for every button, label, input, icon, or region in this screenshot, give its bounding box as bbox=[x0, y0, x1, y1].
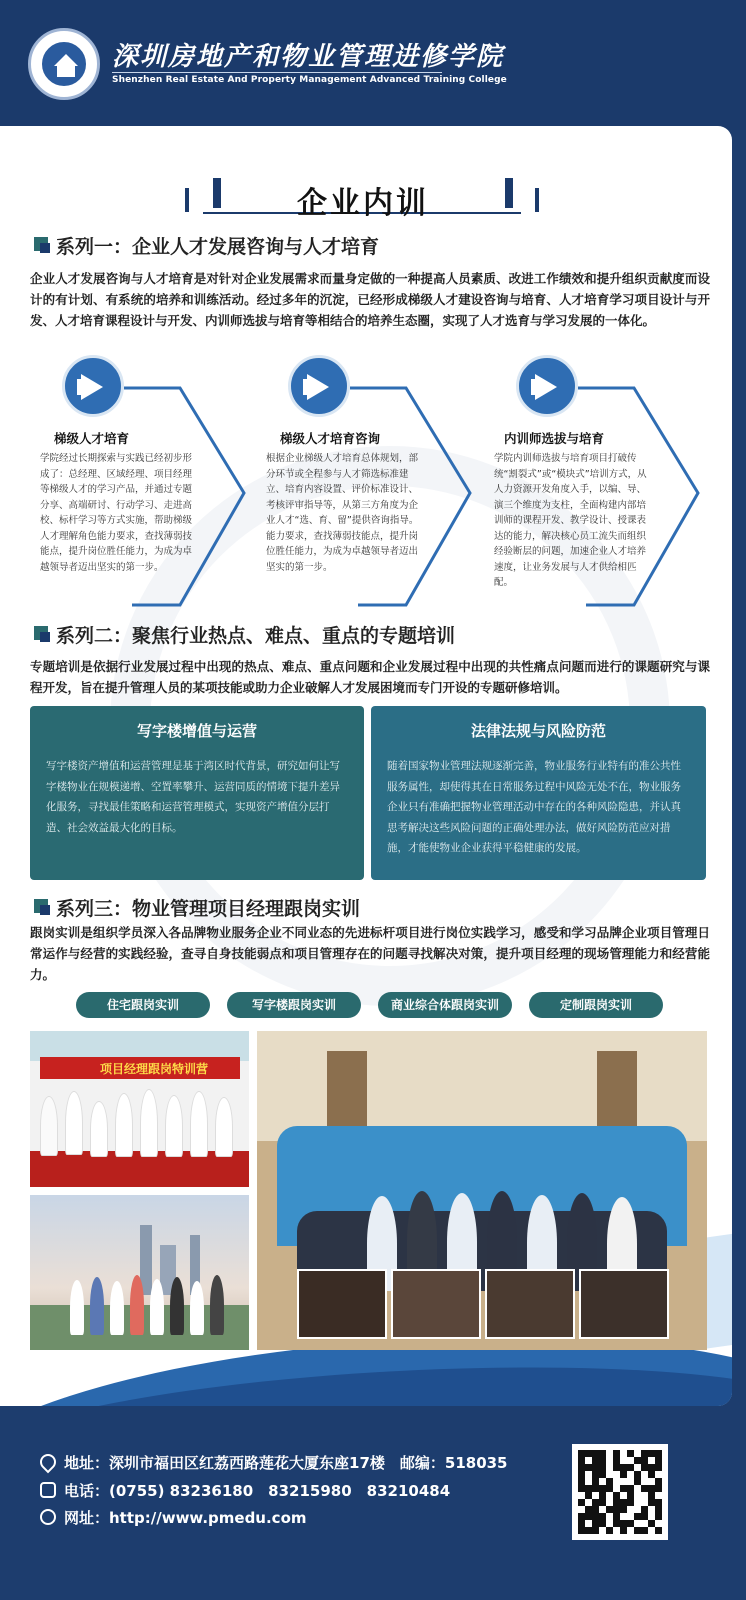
banner-text: 项目经理跟岗特训营 bbox=[100, 1062, 209, 1076]
series1-heading: 系列一：企业人才发展咨询与人才培育 bbox=[56, 236, 380, 258]
series3-paragraph: 跟岗实训是组织学员深入各品牌物业服务企业不同业态的先进标杆项目进行岗位实践学习，感受和学习品牌企业项目管理日常运作与经营的实践经验，查寻自身技能弱点和项目管理存在的问题寻找解决对策，提升项目经理的现场管理能力和经营能力。 bbox=[30, 925, 710, 982]
photo-training-camp bbox=[30, 1031, 249, 1187]
series3-heading: 系列三：物业管理项目经理跟岗实训 bbox=[56, 898, 361, 920]
location-pin-icon bbox=[37, 1451, 60, 1474]
card-3-title: 内训师选拔与培育 bbox=[504, 431, 605, 446]
card-2-title: 梯级人才培育咨询 bbox=[280, 431, 381, 446]
card-3-body: 学院内训师选拔与培育项目打破传统“割裂式”或“模块式”培训方式，从人力资源开发角度入手，以编、导、演三个维度为支柱，全面构建内部培训师的课程开发、教学设计、授课表达的能力，解决核心员工流失而组织经验断层的问题，加速企业人才培养速度，让业务发展与人才供给相匹配。 bbox=[494, 453, 647, 588]
play-arrow-icon bbox=[288, 355, 350, 417]
series2-heading: 系列二：聚焦行业热点、难点、重点的专题培训 bbox=[56, 625, 456, 647]
card-2-body: 根据企业梯级人才培育总体规划，部分环节或全程参与人才筛选标准建立、培育内容设置、评价标准设计、考核评审指导等，从第三方角度为企业人才“选、育、留”提供咨询指导。能力要求，查找薄弱技能点，提升岗位胜任能力，为成为卓越领导者迈出坚实的第一步。 bbox=[266, 453, 419, 573]
series1-card-3 bbox=[486, 355, 711, 610]
college-name-en: Shenzhen Real Estate And Property Management Advanced Training College bbox=[112, 75, 507, 85]
pill-custom[interactable]: 定制跟岗实训 bbox=[529, 992, 663, 1018]
series1-card-1 bbox=[32, 355, 257, 610]
topic-box-law bbox=[371, 706, 706, 880]
pill-commercial[interactable]: 商业综合体跟岗实训 bbox=[378, 992, 512, 1018]
series1-paragraph: 企业人才发展咨询与人才培育是对针对企业发展需求而量身定做的一种提高人员素质、改进工作绩效和提升组织贡献度而设计的有计划、有系统的培养和训练活动。经过多年的沉淀，已经形成梯级人才建设咨询与培育、人才培育学习项目设计与开发、人才培育课程设计与开发、内训师选拔与培育等相结合的培养生态圈，实现了人才选育与学习发展的一体化。 bbox=[30, 271, 710, 328]
card-1-title: 梯级人才培育 bbox=[54, 431, 130, 446]
photo-large-group bbox=[257, 1031, 707, 1350]
topic-box-office-title: 写字楼增值与运营 bbox=[136, 722, 257, 740]
pill-residential[interactable]: 住宅跟岗实训 bbox=[76, 992, 210, 1018]
header-divider bbox=[112, 72, 442, 73]
series2-paragraph: 专题培训是依据行业发展过程中出现的热点、难点、重点问题和企业发展过程中出现的共性痛点问题而进行的课题研究与课程开发，旨在提升管理人员的某项技能或助力企业破解人才发展困境而专门开设的专题研修培训。 bbox=[30, 659, 710, 695]
header bbox=[0, 0, 746, 130]
topic-box-office-body: 写字楼资产增值和运营管理是基于湾区时代背景，研究如何让写字楼物业在规模递增、空置率攀升、运营同质的情境下提升差异化服务，寻找最佳策略和运营管理模式，实现资产增值分层打造、社会效益最大化的目标。 bbox=[46, 760, 340, 834]
topic-box-law-body: 随着国家物业管理法规逐渐完善，物业服务行业特有的准公共性服务属性，却使得其在日常服务过程中风险无处不在，物业服务企业只有准确把握物业管理活动中存在的各种风险隐患，并认真思考解决这些风险问题的正确处理办法，做好风险防范应对措施，才能使物业企业获得平稳健康的发展。 bbox=[387, 760, 681, 854]
logo-emblem-icon bbox=[40, 40, 88, 88]
photo-rooftop-group bbox=[30, 1195, 249, 1350]
card-1-body: 学院经过长期探索与实践已经初步形成了：总经理、区域经理、项目经理等梯级人才的学习产品，并通过专题分享、高端研讨、行动学习、走进高校、标杆学习等方式实施，帮助梯级人才理解角色能力要求，查找薄弱技能点，提升岗位胜任能力，为成为卓越领导者迈出坚实的第一步。 bbox=[40, 453, 193, 573]
play-arrow-icon bbox=[62, 355, 124, 417]
footer-website: 网址：http://www.pmedu.com bbox=[40, 1507, 307, 1528]
globe-icon bbox=[40, 1509, 56, 1525]
footer-phone: 电话：(0755) 83236180 83215980 83210484 bbox=[40, 1480, 450, 1501]
phone-icon bbox=[40, 1482, 56, 1498]
qr-code bbox=[572, 1444, 668, 1540]
play-arrow-icon bbox=[516, 355, 578, 417]
college-name-cn: 深圳房地产和物业管理进修学院 bbox=[112, 42, 505, 72]
page-title-block bbox=[185, 178, 541, 224]
topic-box-law-title: 法律法规与风险防范 bbox=[470, 722, 606, 740]
page-title: 企业内训 bbox=[297, 186, 429, 221]
footer-address: 地址：深圳市福田区红荔西路莲花大厦东座17楼 邮编：518035 bbox=[40, 1452, 508, 1473]
topic-box-office bbox=[30, 706, 364, 880]
pill-office[interactable]: 写字楼跟岗实训 bbox=[227, 992, 361, 1018]
series1-card-2 bbox=[258, 355, 483, 610]
college-logo bbox=[28, 28, 100, 100]
